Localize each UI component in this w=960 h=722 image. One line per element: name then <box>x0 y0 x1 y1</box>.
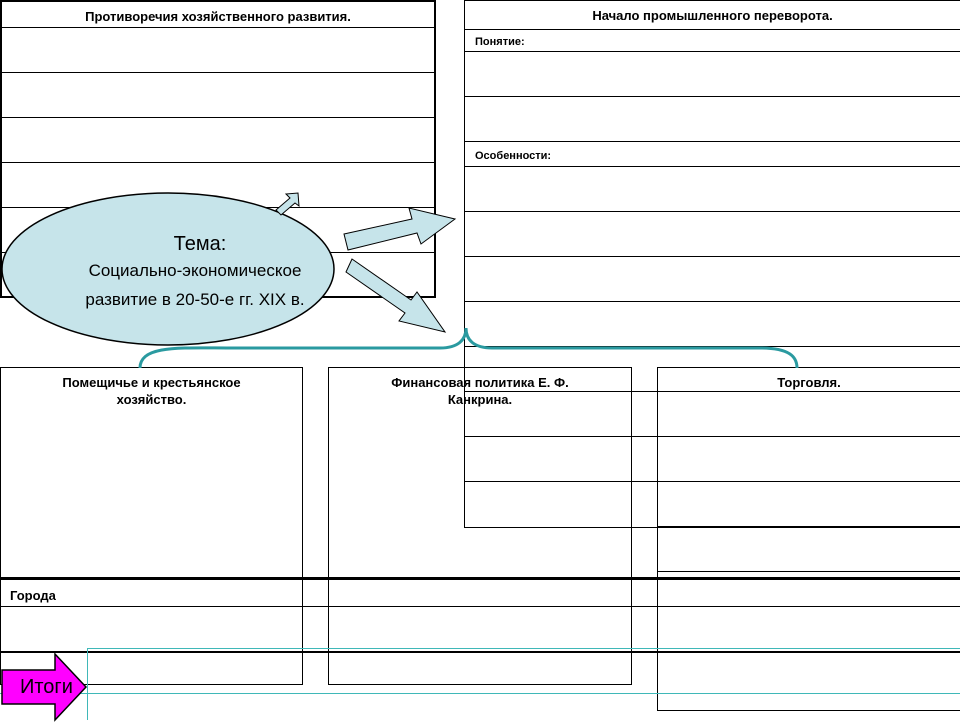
industrial-title: Начало промышленного переворота. <box>592 8 833 23</box>
contradictions-title: Противоречия хозяйственного развития. <box>85 9 351 24</box>
topic-title: Тема: <box>173 233 227 255</box>
results-button[interactable]: Итоги <box>20 676 73 698</box>
topic-line-1: Социально-экономическое <box>88 261 302 280</box>
features-label: Особенности: <box>475 150 552 162</box>
trade-title: Торговля. <box>777 375 841 390</box>
cities-label: Города <box>10 588 56 603</box>
concept-label: Понятие: <box>475 36 525 48</box>
landlord-title: Помещичье и крестьянское хозяйство. <box>62 375 241 407</box>
topic-line-2: развитие в 20-50-е гг. XIX в. <box>85 290 305 309</box>
finance-title: Финансовая политика Е. Ф. Канкрина. <box>391 375 569 407</box>
